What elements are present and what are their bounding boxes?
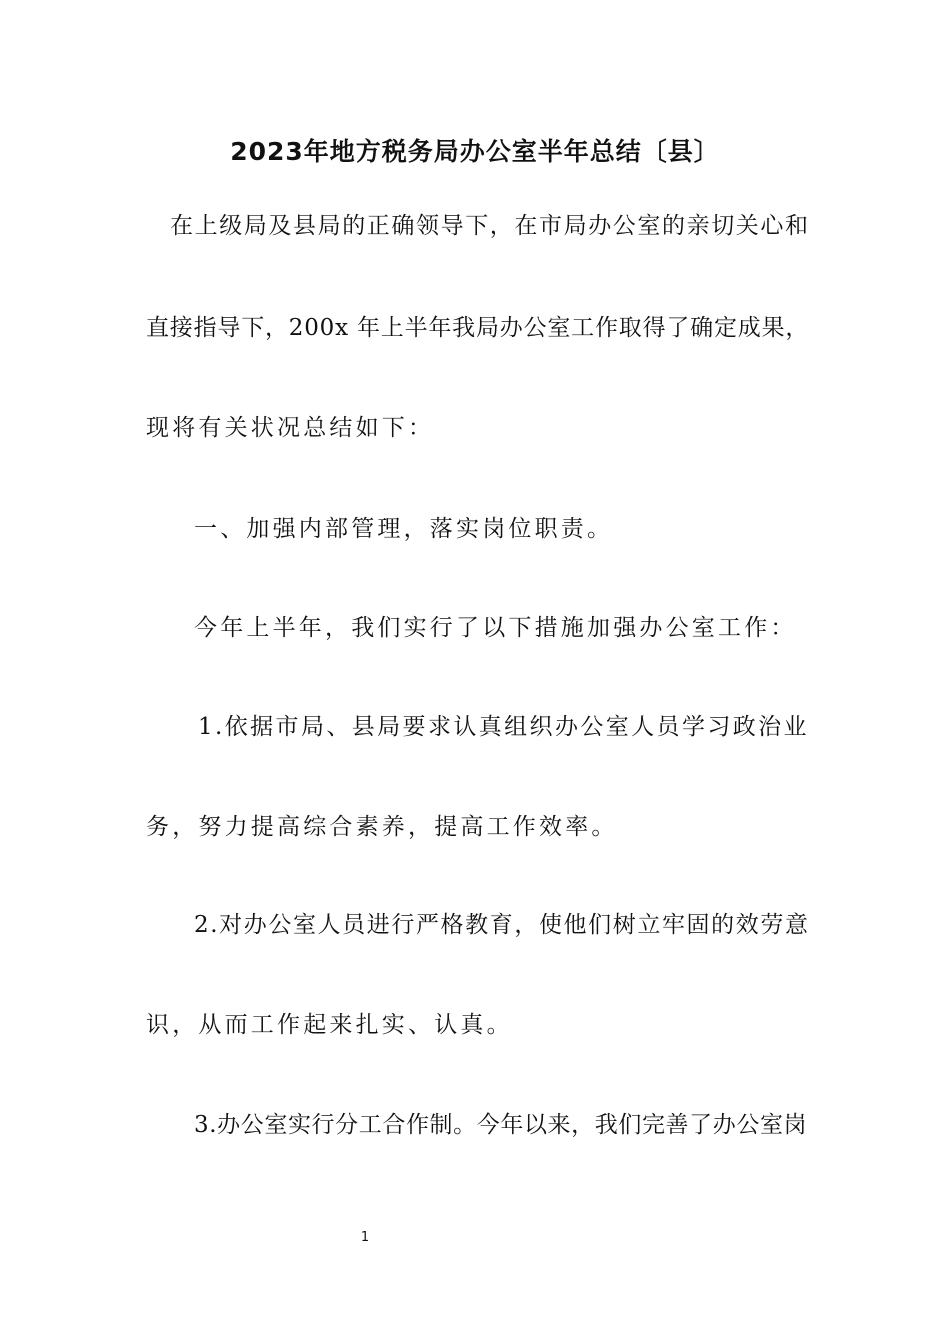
paragraph-line: 今年上半年，我们实行了以下措施加强办公室工作：	[194, 615, 797, 641]
page-number: 1	[360, 1230, 370, 1245]
list-item-line: 务，努力提高综合素养，提高工作效率。	[146, 814, 618, 840]
list-item-line: 3.办公室实行分工合作制。今年以来，我们完善了办公室岗	[194, 1112, 808, 1138]
list-item-line: 1.依据市局、县局要求认真组织办公室人员学习政治业	[198, 714, 809, 740]
paragraph-line: 直接指导下，200x 年上半年我局办公室工作取得了确定成果，	[146, 315, 810, 341]
paragraph-line: 在上级局及县局的正确领导下，在市局办公室的亲切关心和	[170, 213, 810, 239]
list-item-line: 2.对办公室人员进行严格教育，使他们树立牢固的效劳意	[194, 912, 810, 938]
paragraph-line: 现将有关状况总结如下：	[146, 415, 435, 441]
document-title: 2023年地方税务局办公室半年总结〔县〕	[230, 137, 720, 166]
section-heading: 一、加强内部管理，落实岗位职责。	[194, 516, 614, 542]
list-item-line: 识，从而工作起来扎实、认真。	[146, 1012, 513, 1038]
